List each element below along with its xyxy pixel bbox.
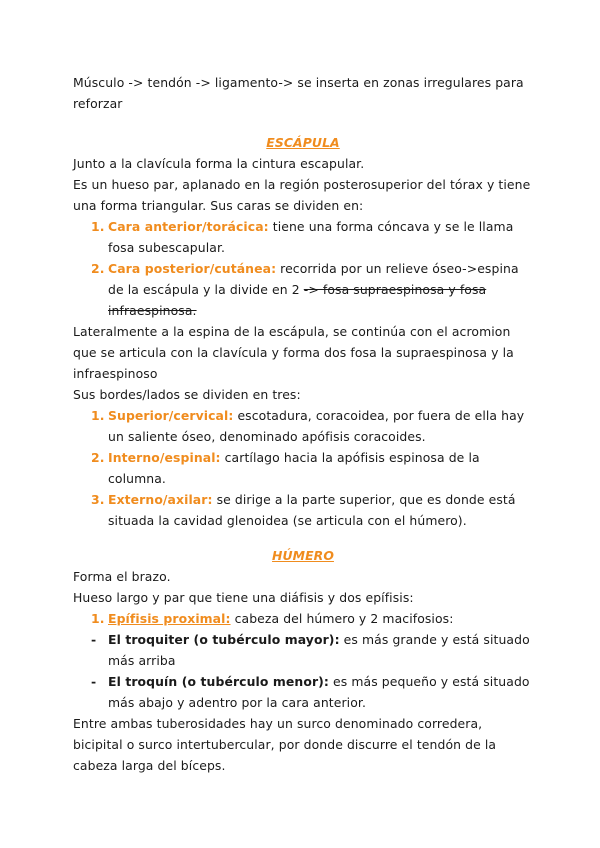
list-item-label: El troquiter (o tubérculo mayor): [108, 632, 340, 647]
intro-paragraph: Músculo -> tendón -> ligamento-> se inserta en zonas irregulares para reforzar [73, 75, 524, 111]
list-item-label: Cara posterior/cutánea: [108, 261, 277, 276]
list-item [73, 489, 533, 531]
list-item [73, 216, 533, 258]
caras-list [73, 216, 533, 321]
list-number: 2. [91, 261, 105, 276]
list-item-text: tiene una forma cóncava y se le llama fosa subescapular. [108, 219, 514, 255]
humero-paragraph-1: Forma el brazo. [73, 569, 171, 584]
struck-text: -> fosa supraespinosa y fosa infraespinosa. [108, 282, 487, 318]
list-item-label: Epífisis proximal: [108, 611, 231, 626]
escapula-paragraph-3: Lateralmente a la espina de la escápula, se continúa con el acromion que se articula con la clavícula y forma dos fosa la supraespinosa y la infraespinoso [73, 324, 514, 381]
list-number: 1. [91, 219, 105, 234]
list-item-text: es más grande y está situado más arriba [108, 632, 530, 668]
epifisis-list [73, 608, 533, 629]
spacer [73, 114, 533, 132]
humero-paragraph-2: Hueso largo y par que tiene una diáfisis y dos epífisis: [73, 590, 414, 605]
list-item-label: Interno/espinal: [108, 450, 221, 465]
list-item [73, 258, 533, 321]
document-body [73, 72, 533, 776]
escapula-paragraph-2: Es un hueso par, aplanado en la región posterosuperior del tórax y tiene una forma triangular. Sus caras se dividen en: [73, 177, 531, 213]
list-item [73, 405, 533, 447]
list-item-text: recorrida por un relieve óseo->espina de la escápula y la divide en 2 [108, 261, 519, 297]
list-item-text: cartílago hacia la apófisis espinosa de la columna. [108, 450, 480, 486]
section-heading-humero: HÚMERO [272, 548, 334, 563]
list-item-text: es más pequeño y está situado más abajo y adentro por la cara anterior. [108, 674, 530, 710]
list-number: 1. [91, 611, 105, 626]
list-dash: - [91, 674, 97, 689]
list-item-label: Superior/cervical: [108, 408, 234, 423]
spacer [73, 531, 533, 545]
list-item-label: Externo/axilar: [108, 492, 213, 507]
humero-paragraph-3: Entre ambas tuberosidades hay un surco denominado corredera, bicipital o surco intertubercular, por donde discurre el tendón de la cabeza larga del bíceps. [73, 716, 497, 773]
list-number: 2. [91, 450, 105, 465]
list-item [73, 608, 533, 629]
list-item-label: El troquín (o tubérculo menor): [108, 674, 329, 689]
list-item-label: Cara anterior/torácica: [108, 219, 269, 234]
list-number: 3. [91, 492, 105, 507]
bordes-list [73, 405, 533, 531]
tuberculos-list [73, 629, 533, 713]
list-item [73, 671, 533, 713]
escapula-paragraph-4: Sus bordes/lados se dividen en tres: [73, 387, 301, 402]
list-item-text: cabeza del húmero y 2 macifosios: [230, 611, 454, 626]
list-item-text: se dirige a la parte superior, que es donde está situada la cavidad glenoidea (se articula con el húmero). [108, 492, 516, 528]
list-number: 1. [91, 408, 105, 423]
list-item [73, 447, 533, 489]
escapula-paragraph-1: Junto a la clavícula forma la cintura escapular. [73, 156, 365, 171]
section-heading-escapula: ESCÁPULA [266, 135, 340, 150]
list-item [73, 629, 533, 671]
list-dash: - [91, 632, 97, 647]
list-item-text: escotadura, coracoidea, por fuera de ella hay un saliente óseo, denominado apófisis coracoides. [108, 408, 525, 444]
